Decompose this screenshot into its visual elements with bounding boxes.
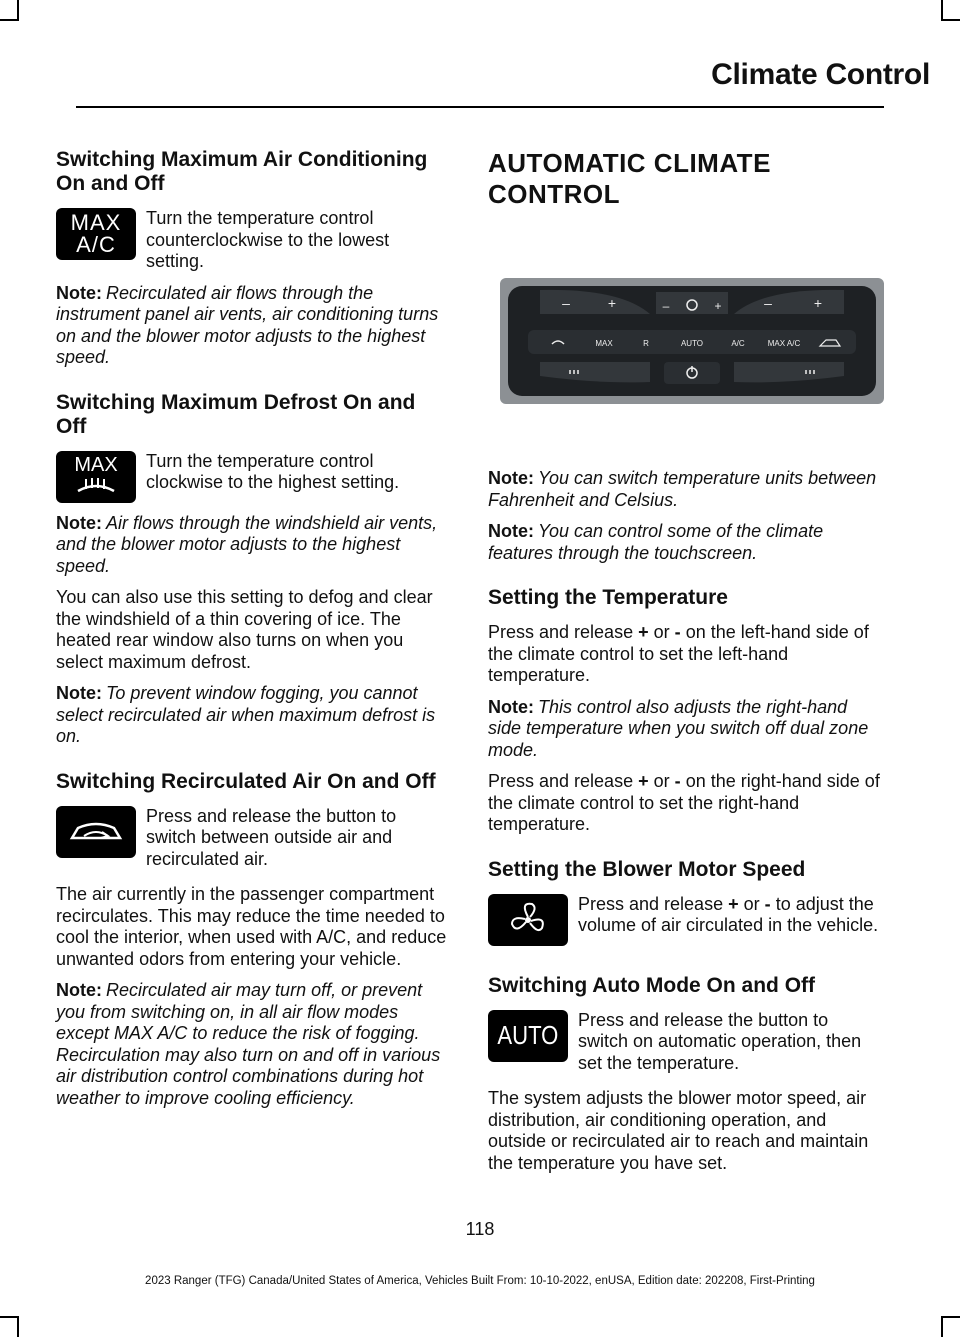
max-ac-note: Note: Recirculated air flows through the instrument panel air vents, air conditioning turns on and the blower motor adjusts to the highest speed. — [56, 282, 439, 367]
recirc-para: The air currently in the passenger compartment recirculates. This may reduce the time needed to cool the interior, when used with A/C, and reduce unwanted odors from entering your vehicle. — [56, 884, 447, 969]
climate-control-panel-image — [500, 278, 884, 404]
auto-instruction — [488, 1010, 882, 1075]
max-defrost-para: You can also use this setting to defog and clear the windshield of a thin covering of ice. The heated rear window also turns on when you select maximum defrost. — [56, 587, 433, 672]
max-defrost-instruction — [56, 451, 448, 503]
crop-mark — [941, 19, 960, 21]
climate-panel-illustration — [500, 278, 884, 404]
panel-rear-defrost-label: R — [643, 339, 649, 348]
crop-mark — [17, 1316, 19, 1337]
recirc-text: Press and release the button to switch between outside air and recirculated air. — [146, 805, 397, 869]
panel-max-defrost-label: MAX — [595, 339, 613, 348]
auto-text: Press and release the button to switch on automatic operation, then set the temperature. — [578, 1009, 862, 1073]
blower-instruction — [488, 894, 882, 946]
crop-mark — [941, 1316, 943, 1337]
auto-icon-label: AUTO — [497, 1020, 559, 1050]
fan-icon-box — [488, 894, 568, 946]
crop-mark — [941, 1316, 960, 1318]
section-heading-recirc: Switching Recirculated Air On and Off — [56, 769, 436, 793]
left-temp-plus: + — [607, 295, 617, 311]
crop-mark — [0, 1316, 19, 1318]
left-temp-minus: – — [562, 295, 570, 311]
blower-text: Press and release + or - to adjust the volume of air circulated in the vehicle. — [578, 893, 879, 935]
panel-auto-label: AUTO — [680, 339, 704, 348]
max-defrost-icon — [56, 451, 136, 503]
crop-mark — [941, 0, 943, 21]
section-title-line1: AUTOMATIC CLIMATE — [488, 148, 771, 178]
recirc-note: Note: Recirculated air may turn off, or prevent you from switching on, in all air flow modes except MAX A/C to reduce the risk of fogging. Recirculation may also turn on and off in various air distribution control combinations during hot weather to improve cooling efficiency. — [56, 980, 441, 1108]
fan-minus: – — [662, 299, 670, 313]
temp-right-text: Press and release + or - on the right-hand side of the climate control to set the right-hand temperature. — [488, 771, 880, 834]
max-defrost-text: Turn the temperature control clockwise to the highest setting. — [146, 450, 400, 492]
panel-ac-label: A/C — [731, 339, 745, 348]
crop-mark — [17, 0, 19, 21]
max-ac-icon-line1: MAX — [70, 210, 122, 235]
right-column — [488, 148, 882, 1184]
max-ac-instruction — [56, 208, 448, 273]
right-temp-minus: – — [764, 295, 772, 311]
header-divider — [76, 106, 884, 108]
temp-note: Note: This control also adjusts the right-hand side temperature when you switch off dual zone mode. — [488, 696, 869, 760]
blower-fan-icon — [488, 894, 568, 946]
auto-note-1: Note: You can switch temperature units between Fahrenheit and Celsius. — [488, 468, 877, 510]
page-title: Climate Control — [711, 58, 930, 91]
auto-icon — [488, 1010, 568, 1062]
max-defrost-note2: Note: To prevent window fogging, you cannot select recirculated air when maximum defrost is on. — [56, 683, 436, 746]
max-ac-text: Turn the temperature control counterclockwise to the lowest setting. — [146, 208, 390, 271]
recirc-instruction — [56, 806, 448, 871]
page-number: 118 — [465, 1219, 495, 1239]
section-heading-max-defrost: Switching Maximum Defrost On and Off — [56, 390, 416, 438]
crop-mark — [0, 19, 19, 21]
section-title-line2: CONTROL — [488, 179, 621, 209]
recirculated-air-icon — [56, 806, 136, 858]
section-heading-auto: Switching Auto Mode On and Off — [488, 973, 816, 997]
car-recirculation-icon — [56, 806, 136, 858]
max-ac-icon-line2: A/C — [76, 232, 116, 257]
section-heading-temperature: Setting the Temperature — [488, 586, 728, 609]
windshield-defrost-icon — [56, 451, 136, 503]
auto-para: The system adjusts the blower motor speed, air distribution, air conditioning operation, and outside or recirculated air to reach and maintain the temperature you have set. — [488, 1088, 869, 1173]
temp-left-text: Press and release + or - on the left-hand side of the climate control to set the left-hand temperature. — [488, 622, 869, 685]
right-temp-plus: + — [813, 295, 823, 311]
footer-text: 2023 Ranger (TFG) Canada/United States of America, Vehicles Built From: 10-10-2022, enUSA, Edition date: 202208, First-Printing — [145, 1275, 815, 1287]
panel-max-ac-label: MAX A/C — [767, 339, 801, 348]
max-defrost-icon-label: MAX — [74, 453, 118, 476]
section-heading-blower: Setting the Blower Motor Speed — [488, 857, 806, 881]
max-defrost-note: Note: Air flows through the windshield air vents, and the blower motor adjusts to the highest speed. — [56, 512, 438, 576]
section-heading-max-ac: Switching Maximum Air Conditioning On and Off — [56, 148, 428, 195]
auto-note-2: Note: You can control some of the climate features through the touchscreen. — [488, 521, 824, 563]
max-ac-icon — [56, 208, 136, 260]
left-column — [56, 148, 448, 1119]
fan-plus: + — [714, 299, 722, 313]
